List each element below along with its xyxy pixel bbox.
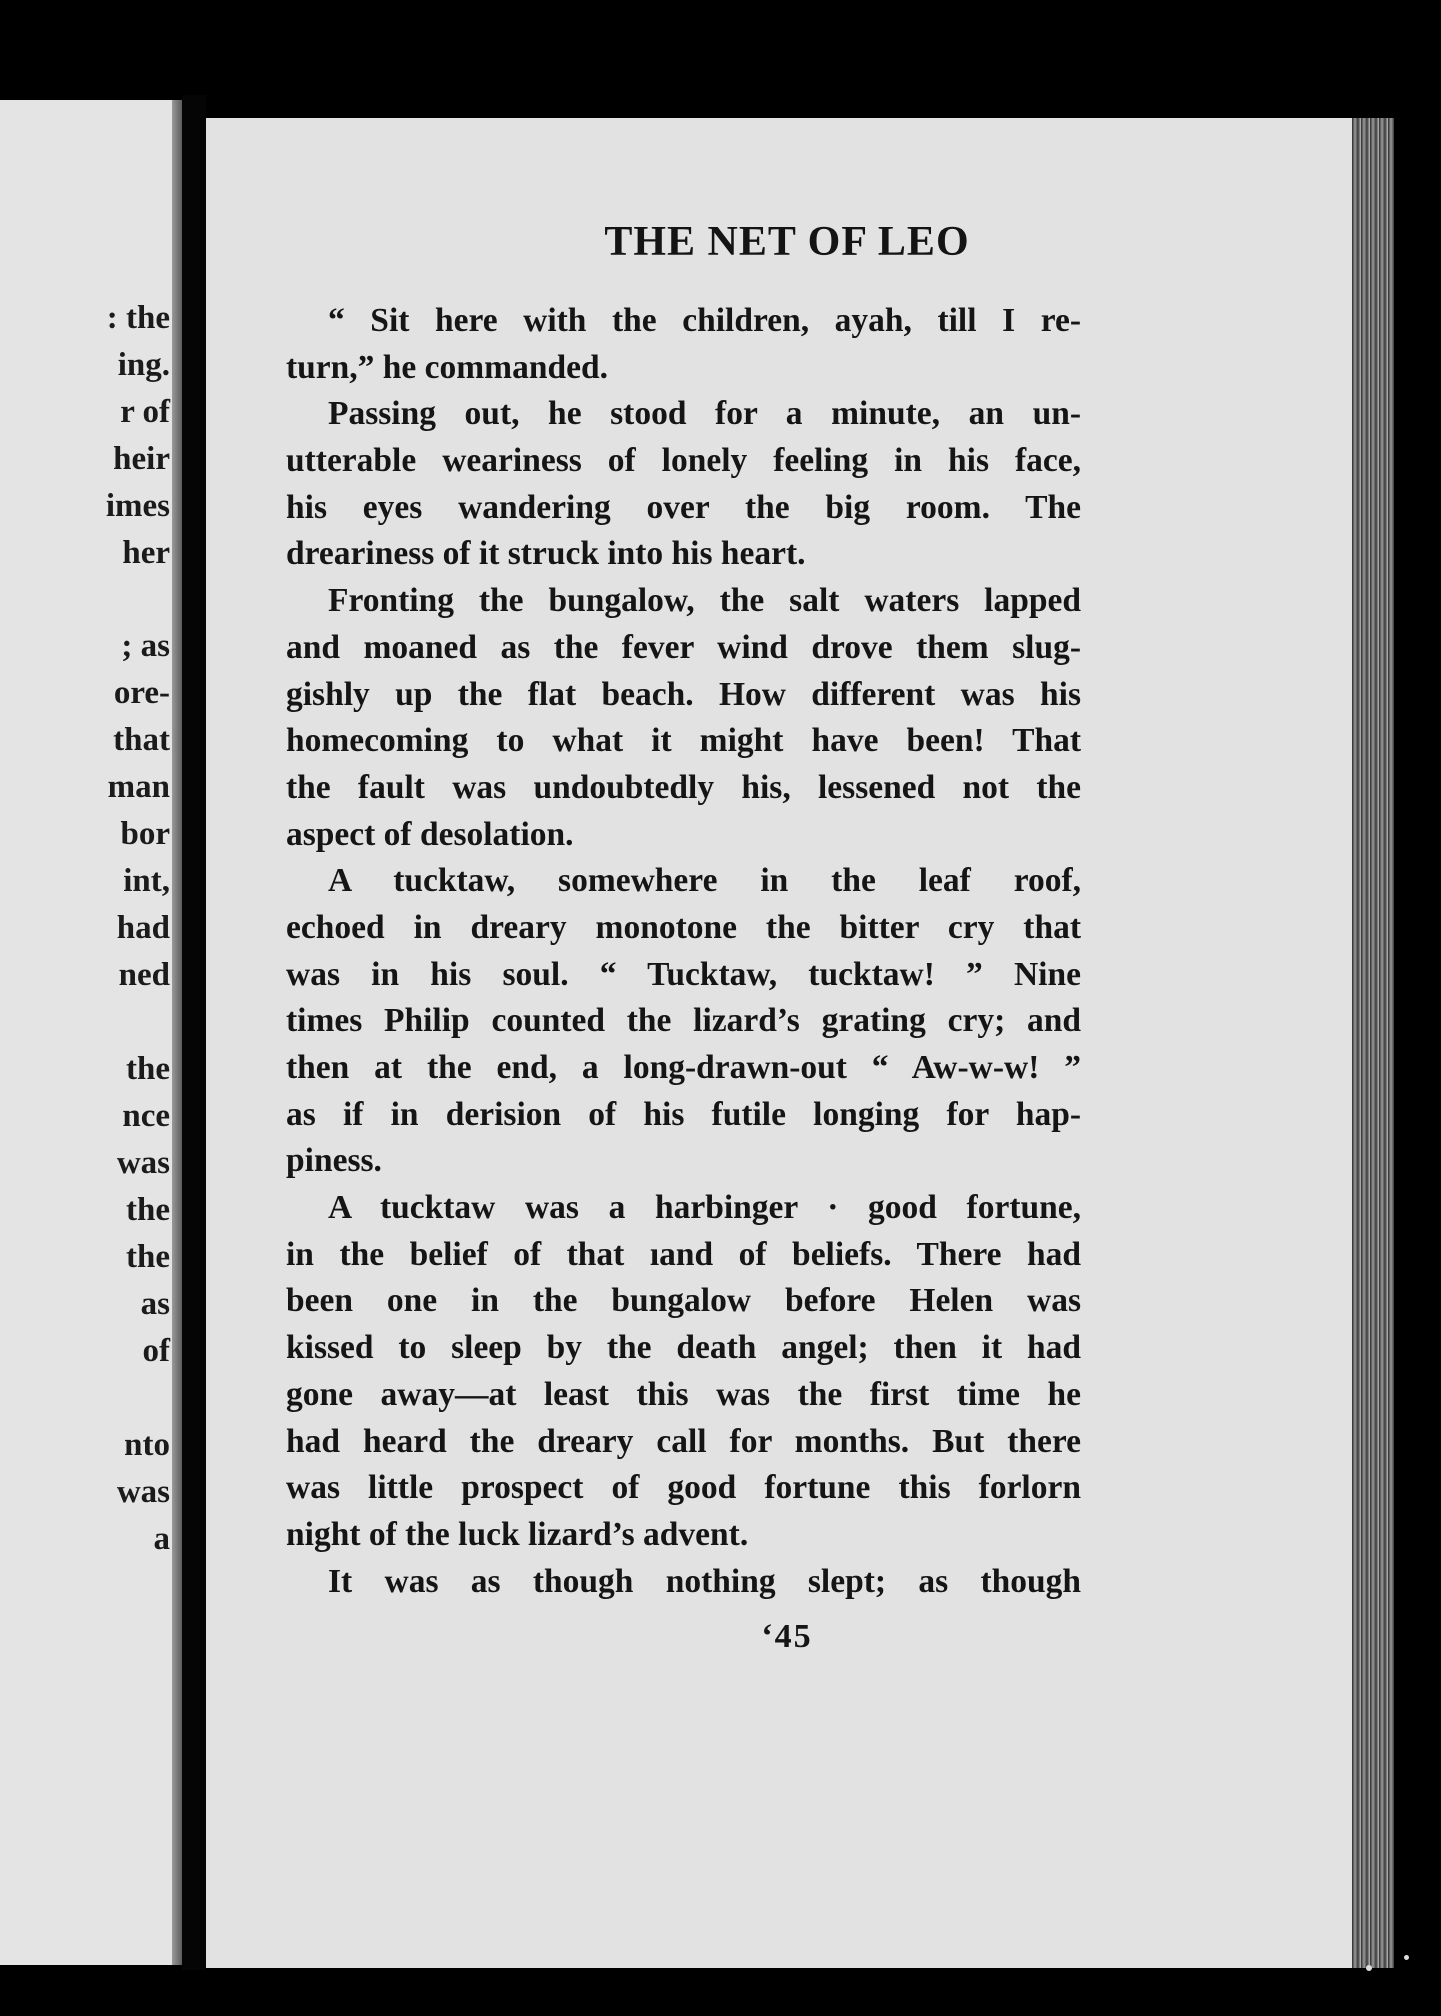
previous-page-line-fragment: the [126, 1192, 170, 1228]
text-line: A tucktaw was a harbinger · good fortune, [328, 1189, 1081, 1227]
text-line: night of the luck lizard’s advent. [286, 1515, 749, 1553]
previous-page-line-fragment: nce [122, 1098, 170, 1134]
book-spine [182, 95, 206, 1970]
previous-page-line-fragment: a [153, 1521, 170, 1557]
text-line: A tucktaw, somewhere in the leaf roof, [328, 862, 1081, 900]
previous-page-line-fragment: ing. [117, 347, 170, 383]
page-number: ‘45 [761, 1618, 813, 1655]
previous-page-line-fragment: as [140, 1286, 170, 1322]
previous-page-edge [172, 100, 182, 1965]
previous-page-line-fragment: had [116, 910, 170, 946]
text-line: piness. [286, 1142, 382, 1180]
previous-page-line-fragment: the [126, 1051, 170, 1087]
previous-page-line-fragment: ore- [113, 675, 170, 711]
previous-page-line-fragment: ; as [121, 628, 170, 664]
previous-page-line-fragment: r of [120, 394, 170, 430]
dust-speck [1404, 1955, 1409, 1960]
text-line: gone away—at least this was the first time he [286, 1375, 1081, 1413]
current-page [206, 118, 1368, 1968]
previous-page-line-fragment: ned [118, 957, 170, 993]
text-line: and moaned as the fever wind drove them slug- [286, 628, 1081, 666]
text-line: was in his soul. “ Tucktaw, tucktaw! ” Nine [286, 955, 1081, 993]
previous-page-line-fragment: bor [120, 816, 170, 852]
text-line: the fault was undoubtedly his, lessened not the [286, 768, 1081, 806]
page-stack-edge [1352, 118, 1394, 1968]
body-text [286, 298, 1081, 1605]
text-line: gishly up the flat beach. How different was his [286, 675, 1081, 713]
running-head: THE NET OF LEO [604, 219, 970, 265]
text-line: Fronting the bungalow, the salt waters lapped [328, 582, 1081, 620]
text-line: then at the end, a long-drawn-out “ Aw-w-w! ” [286, 1049, 1081, 1086]
previous-page-line-fragment: the [126, 1239, 170, 1275]
previous-page-line-fragment: int, [123, 863, 170, 899]
text-line: turn,” he commanded. [286, 348, 608, 386]
previous-page [0, 100, 182, 1965]
text-line: homecoming to what it might have been! That [286, 722, 1081, 760]
text-line: utterable weariness of lonely feeling in his face, [286, 442, 1081, 480]
text-line: echoed in dreary monotone the bitter cry that [286, 908, 1081, 946]
text-line: Passing out, he stood for a minute, an un- [328, 395, 1081, 433]
previous-page-line-fragment: her [122, 535, 170, 571]
previous-page-line-fragment: man [107, 769, 170, 805]
text-line: was little prospect of good fortune this forlorn [286, 1469, 1081, 1507]
previous-page-line-fragment: of [142, 1333, 170, 1369]
text-line: had heard the dreary call for months. But there [286, 1422, 1081, 1460]
dust-speck [1366, 1965, 1372, 1971]
previous-page-line-fragment: heir [113, 441, 170, 477]
text-line: as if in derision of his futile longing for hap- [286, 1095, 1081, 1133]
previous-page-line-fragment: that [113, 722, 170, 758]
text-line: been one in the bungalow before Helen was [286, 1282, 1081, 1320]
previous-page-line-fragment: nto [124, 1427, 170, 1463]
previous-page-line-fragment: was [116, 1474, 170, 1510]
previous-page-line-fragment: was [116, 1145, 170, 1181]
text-line: in the belief of that ıand of beliefs. There had [286, 1235, 1081, 1273]
text-line: It was as though nothing slept; as though [328, 1562, 1081, 1600]
text-line: his eyes wandering over the big room. The [286, 488, 1081, 526]
text-line: kissed to sleep by the death angel; then it had [286, 1329, 1081, 1367]
text-line: “ Sit here with the children, ayah, till I re- [328, 302, 1081, 339]
text-line: times Philip counted the lizard’s grating cry; and [286, 1002, 1081, 1040]
previous-page-line-fragment: imes [105, 488, 170, 524]
text-line: dreariness of it struck into his heart. [286, 535, 806, 573]
previous-page-line-fragment: : the [106, 300, 170, 336]
text-line: aspect of desolation. [286, 815, 574, 853]
